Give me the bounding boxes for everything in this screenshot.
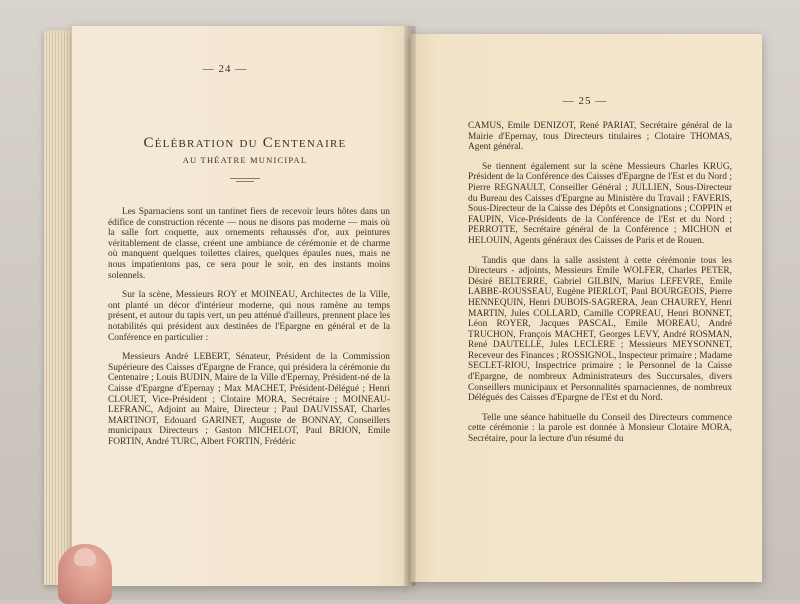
page-title: Célébration du Centenaire bbox=[143, 135, 347, 151]
left-page-text bbox=[108, 207, 390, 456]
right-page-text bbox=[468, 121, 732, 454]
left-page-number: — 24 — bbox=[202, 63, 248, 75]
thumbnail bbox=[74, 548, 96, 566]
page-edges bbox=[44, 30, 74, 585]
paragraph: Telle une séance habituelle du Conseil des Directeurs commence cette cérémonie : la parole est donnée à Monsieur Clotaire MORA, Secrétaire, pour la lecture d'un résumé du bbox=[468, 412, 732, 445]
right-page-number: — 25 — bbox=[562, 95, 608, 107]
paragraph: Sur la scène, Messieurs ROY et MOINEAU, Architectes de la Ville, ont planté un décor d'intérieur moderne, qui nous ramène au temps présent, et autour du tapis vert, un peu atténué d'ailleurs, prennent place les notabilités qui président aux destinées de l'Epargne en général et de la Conférence en particulier : bbox=[108, 290, 390, 343]
paragraph: Se tiennent également sur la scène Messieurs Charles KRUG, Président de la Conférence des Caisses d'Epargne de l'Est et du Nord ; Pierre REGNAULT, Conseiller Général ; JULLIEN, Sous-Directeur du Bureau des Caisses d'Epargne au Ministère du Travail ; FAVERIS, Sous-Directeur de la Caisse des Dépôts et Consignations ; COPPIN et FAUPIN, Vice-Présidents de la Conférence de l'Est et du Nord ; PERROTTE, Secrétaire général de la Conférence ; MICHON et HELOUIN, Agents généraux des Caisses de Paris et de Rouen. bbox=[468, 161, 732, 246]
page-subtitle: AU THÉATRE MUNICIPAL bbox=[182, 155, 308, 165]
title-rule bbox=[230, 178, 260, 179]
book-gutter bbox=[404, 26, 416, 586]
paragraph: CAMUS, Emile DENIZOT, René PARIAT, Secrétaire général de la Mairie d'Epernay, tous Directeurs titulaires ; Clotaire THOMAS, Agent général. bbox=[468, 121, 732, 153]
paragraph: Tandis que dans la salle assistent à cette cérémonie tous les Directeurs - adjoints, Messieurs Emile WOLFER, Charles PETER, Désiré BELTERRE, Gabriel GILBIN, Marius LEFEVRE, Emile LABBE-ROUSSEAU, Eugène PIERLOT, Paul BOURGEOIS, Pierre HENNEQUIN, Henri DUBOIS-SAGRERA, Jean CHAUREY, Henri MARTIN, Jules COLLARD, Camille COPREAU, Henri BONNET, Léon ROYER, Jacques PASCAL, Emile MOREAU, André TRUCHON, François MACHET, Georges LEVY, André ROSMAN, René DAUTELLE, Jules LECLERE ; Messieurs MEYSONNET, Receveur des Finances ; ROSSIGNOL, Inspecteur primaire ; Madame SECLET-RIOU, Inspectrice primaire ; le Personnel de la Caisse d'Epargne, de nombreux Administrateurs des Succursales, divers Conseillers municipaux et Personnalités sparnaciennes, de nombreux Délégués des Caisses d'Epargne de l'Est et du Nord. bbox=[468, 255, 732, 404]
title-rule-short bbox=[236, 181, 254, 182]
paragraph: Les Sparnaciens sont un tantinet fiers de recevoir leurs hôtes dans un édifice de construction récente — nous ne disons pas moderne — mais où la salle fort coquette, aux ornements rehaussés d'or, aux peintures véritablement de classe, créent une ambiance de cérémonie et de charme où manquent quelques toilettes claires, quelques épaules nues, mais ne nous impatientons pas, ce sera pour le soir, en des instants moins solennels. bbox=[108, 207, 390, 281]
paragraph: Messieurs André LEBERT, Sénateur, Président de la Commission Supérieure des Caisses d'Epargne de France, qui présidera la cérémonie du Centenaire ; Louis BUDIN, Maire de la Ville d'Epernay, Président-né de la Caisse d'Epargne d'Epernay ; Max MACHET, Président-Délégué ; Henri CLOUET, Vice-Président ; Clotaire MORA, Secrétaire ; MOINEAU-LEFRANC, Adjoint au Maire, Directeur ; Paul DAUVISSAT, Charles MARTINOT, Edouard GARINET, Auguste de BONNAY, Conseillers municipaux Directeurs ; Gaston MICHELOT, Paul BRION, Emile FORTIN, André TURC, Albert FORTIN, Frédéric bbox=[108, 352, 390, 447]
